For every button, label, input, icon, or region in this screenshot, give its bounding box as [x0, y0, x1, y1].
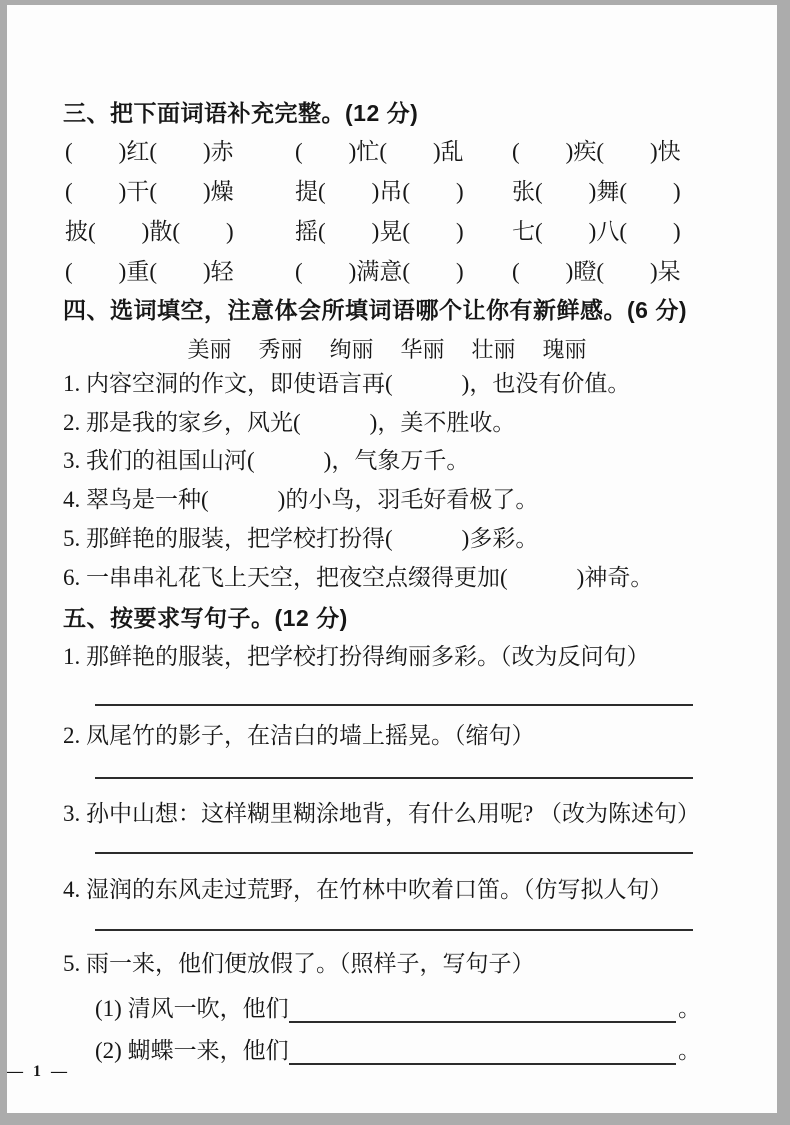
idiom-cell: ( )重( )轻: [65, 259, 234, 284]
idiom-cell: ( )干( )燥: [65, 179, 234, 204]
section-three-heading: 三、把下面词语补充完整。(12 分): [63, 100, 419, 126]
idiom-cell: ( )满意( ): [295, 259, 464, 284]
answer-line: [95, 852, 693, 854]
q4-item: 1. 内容空洞的作文，即使语言再( )，也没有价值。: [63, 370, 631, 396]
fill-blank-line: [289, 991, 676, 1023]
section-four-heading: 四、选词填空，注意体会所填词语哪个让你有新鲜感。(6 分): [63, 297, 687, 323]
q5-item: 3. 孙中山想：这样糊里糊涂地背，有什么用呢? （改为陈述句）: [63, 801, 700, 826]
word-bank: [63, 333, 711, 364]
section-five-heading: 五、按要求写句子。(12 分): [63, 605, 348, 631]
idiom-cell: ( )红( )赤: [65, 139, 234, 164]
word-bank-item: 壮丽: [471, 337, 516, 362]
q5-item: 4. 湿润的东风走过荒野，在竹林中吹着口笛。（仿写拟人句）: [63, 877, 673, 902]
idiom-cell: 提( )吊( ): [295, 179, 464, 204]
idiom-cell: 摇( )晃( ): [295, 219, 464, 244]
idiom-cell: 七( )八( ): [512, 219, 681, 244]
q5-item: 1. 那鲜艳的服装，把学校打扮得绚丽多彩。（改为反问句）: [63, 644, 650, 669]
word-bank-item: 瑰丽: [542, 337, 587, 362]
subitem-period: 。: [678, 996, 701, 1021]
q4-item: 3. 我们的祖国山河( )，气象万千。: [63, 448, 470, 474]
word-choice-list: [63, 362, 653, 595]
word-bank-item: 华丽: [400, 337, 445, 362]
word-bank-item: 绚丽: [329, 337, 374, 362]
q5-subitem: [95, 991, 701, 1023]
idiom-cell: 披( )散( ): [65, 219, 234, 244]
idiom-grid: [65, 132, 727, 292]
q4-item: 6. 一串串礼花飞上天空，把夜空点缀得更加( )神奇。: [63, 564, 654, 590]
q4-item: 4. 翠鸟是一种( )的小鸟，羽毛好看极了。: [63, 487, 539, 513]
idiom-cell: ( )瞪( )呆: [512, 259, 681, 284]
answer-line: [95, 777, 693, 779]
q4-item: 2. 那是我的家乡，风光( )，美不胜收。: [63, 409, 516, 435]
answer-line: [95, 704, 693, 706]
subitem-period: 。: [678, 1038, 701, 1063]
page-number: — 1 —: [7, 1063, 70, 1080]
answer-line: [95, 929, 693, 931]
q5-item: 2. 凤尾竹的影子，在洁白的墙上摇晃。（缩句）: [63, 723, 535, 748]
word-bank-item: 秀丽: [258, 337, 303, 362]
subitem-prefix: (1) 清风一吹，他们: [95, 996, 289, 1021]
subitem-prefix: (2) 蝴蝶一来，他们: [95, 1038, 289, 1063]
q5-item: 5. 雨一来，他们便放假了。（照样子，写句子）: [63, 951, 535, 976]
idiom-cell: ( )忙( )乱: [295, 139, 464, 164]
q5-subitem: [95, 1033, 701, 1065]
idiom-cell: 张( )舞( ): [512, 179, 681, 204]
q4-item: 5. 那鲜艳的服装，把学校打扮得( )多彩。: [63, 526, 539, 552]
fill-blank-line: [289, 1033, 676, 1065]
exam-paper-page: [7, 5, 777, 1113]
word-bank-item: 美丽: [187, 337, 232, 362]
idiom-cell: ( )疾( )快: [512, 139, 681, 164]
